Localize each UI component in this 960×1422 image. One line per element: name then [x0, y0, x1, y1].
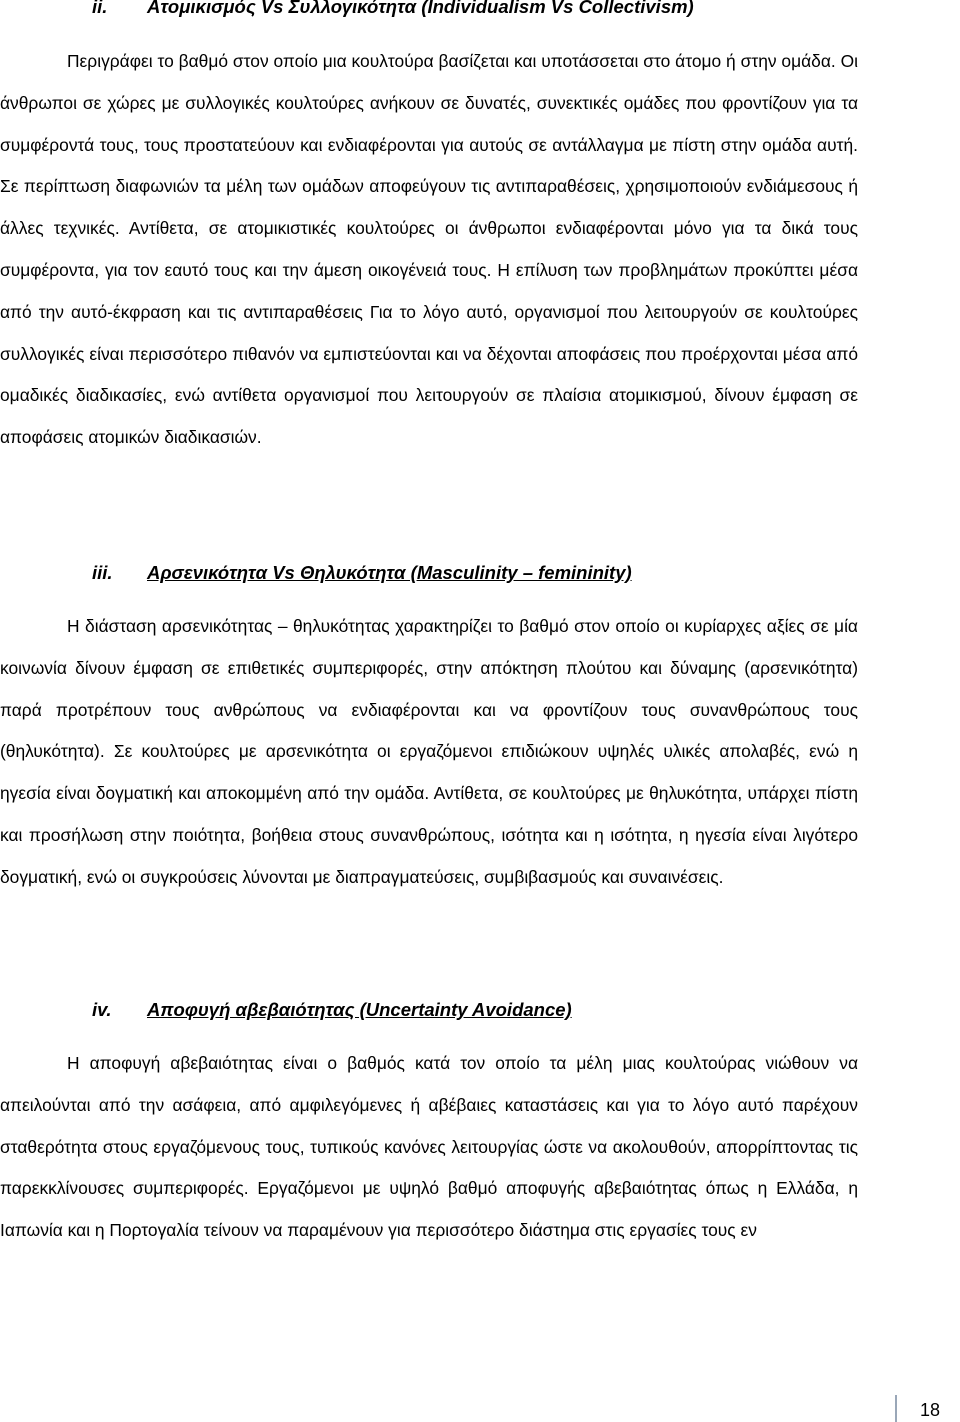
section-heading-masculinity — [92, 562, 632, 584]
section-title: Ατομικισμός Vs Συλλογικότητα (Individualism Vs Collectivism) — [147, 0, 694, 17]
page-number: 18 — [919, 1400, 940, 1420]
paragraph-individualism: Περιγράφει το βαθμό στον οποίο μια κουλτούρα βασίζεται και υποτάσσεται στο άτομο ή στην ομάδα. Οι άνθρωποι σε χώρες με συλλογικές κουλτούρες ανήκουν σε δυνατές, συνεκτικές ομάδες που φροντίζουν για τα συμφέροντά τους, τους προστατεύουν και ενδιαφέρονται για αυτούς σε αντάλλαγμα με πίστη στην ομάδα αυτή. Σε περίπτωση διαφωνιών τα μέλη των ομάδων αποφεύγουν τις αντιπαραθέσεις, χρησιμοποιούν ενδιάμεσους ή άλλες τεχνικές. Αντίθετα, σε ατομικιστικές κουλτούρες οι άνθρωποι ενδιαφέρονται μόνο για τα δικά τους συμφέροντα, για τον εαυτό τους και την άμεση οικογένειά τους. Η επίλυση των προβλημάτων προκύπτει μέσα από την αυτό-έκφραση και τις αντιπαραθέσεις Για το λόγο αυτό, οργανισμοί που λειτουργούν σε κουλτούρες συλλογικές είναι περισσότερο πιθανόν να εμπιστεύονται και να δέχονται αποφάσεις που προέρχονται μέσα από ομαδικές διαδικασίες, ενώ αντίθετα οργανισμοί που λειτουργούν σε πλαίσια ατομικισμού, δίνουν έμφαση σε αποφάσεις ατομικών διαδικασιών. — [0, 51, 858, 448]
section-number: iii. — [92, 562, 113, 583]
paragraph-uncertainty: Η αποφυγή αβεβαιότητας είναι ο βαθμός κατά τον οποίο τα μέλη μιας κουλτούρας νιώθουν να απειλούνται από την ασάφεια, από αμφιλεγόμενες ή αβέβαιες καταστάσεις και για το λόγο αυτό παρέχουν σταθερότητα στους εργαζόμενους τους, τυπικούς κανόνες λειτουργίας ώστε να ακολουθούν, απορρίπτοντας τις παρεκκλίνουσες συμπεριφορές. Εργαζόμενοι με υψηλό βαθμό αποφυγής αβεβαιότητας όπως η Ελλάδα, η Ιαπωνία και η Πορτογαλία τείνουν να παραμένουν για περισσότερο διάστημα στις εργασίες τους εν — [0, 1053, 858, 1241]
section-heading-individualism — [92, 0, 694, 18]
section-number: iv. — [92, 999, 112, 1020]
paragraph-masculinity: Η διάσταση αρσενικότητας – θηλυκότητας χαρακτηρίζει το βαθμό στον οποίο οι κυρίαρχες αξίες σε μία κοινωνία δίνουν έμφαση σε επιθετικές συμπεριφορές, στην απόκτηση πλούτου και δύναμης (αρσενικότητα) παρά προτρέπουν τους ανθρώπους να ενδιαφέρονται και να φροντίζουν τους συνανθρώπους τους (θηλυκότητα). Σε κουλτούρες με αρσενικότητα οι εργαζόμενοι επιδιώκουν υψηλές υλικές απολαβές, ενώ η ηγεσία είναι δογματική και αποκομμένη από την ομάδα. Αντίθετα, σε κουλτούρες με θηλυκότητα, υπάρχει πίστη και προσήλωση στην ποιότητα, βοήθεια στους συνανθρώπους, ισότητα και η ισότητα, η ηγεσία είναι λιγότερο δογματική, ενώ οι συγκρούσεις λύνονται με διαπραγματεύσεις, συμβιβασμούς και συναινέσεις. — [0, 616, 858, 887]
section-title: Αποφυγή αβεβαιότητας (Uncertainty Avoidance) — [147, 999, 572, 1020]
section-title: Αρσενικότητα Vs Θηλυκότητα (Masculinity – femininity) — [147, 562, 632, 583]
page-number-divider — [895, 1395, 897, 1422]
section-number: ii. — [92, 0, 108, 17]
section-heading-uncertainty — [92, 999, 572, 1021]
